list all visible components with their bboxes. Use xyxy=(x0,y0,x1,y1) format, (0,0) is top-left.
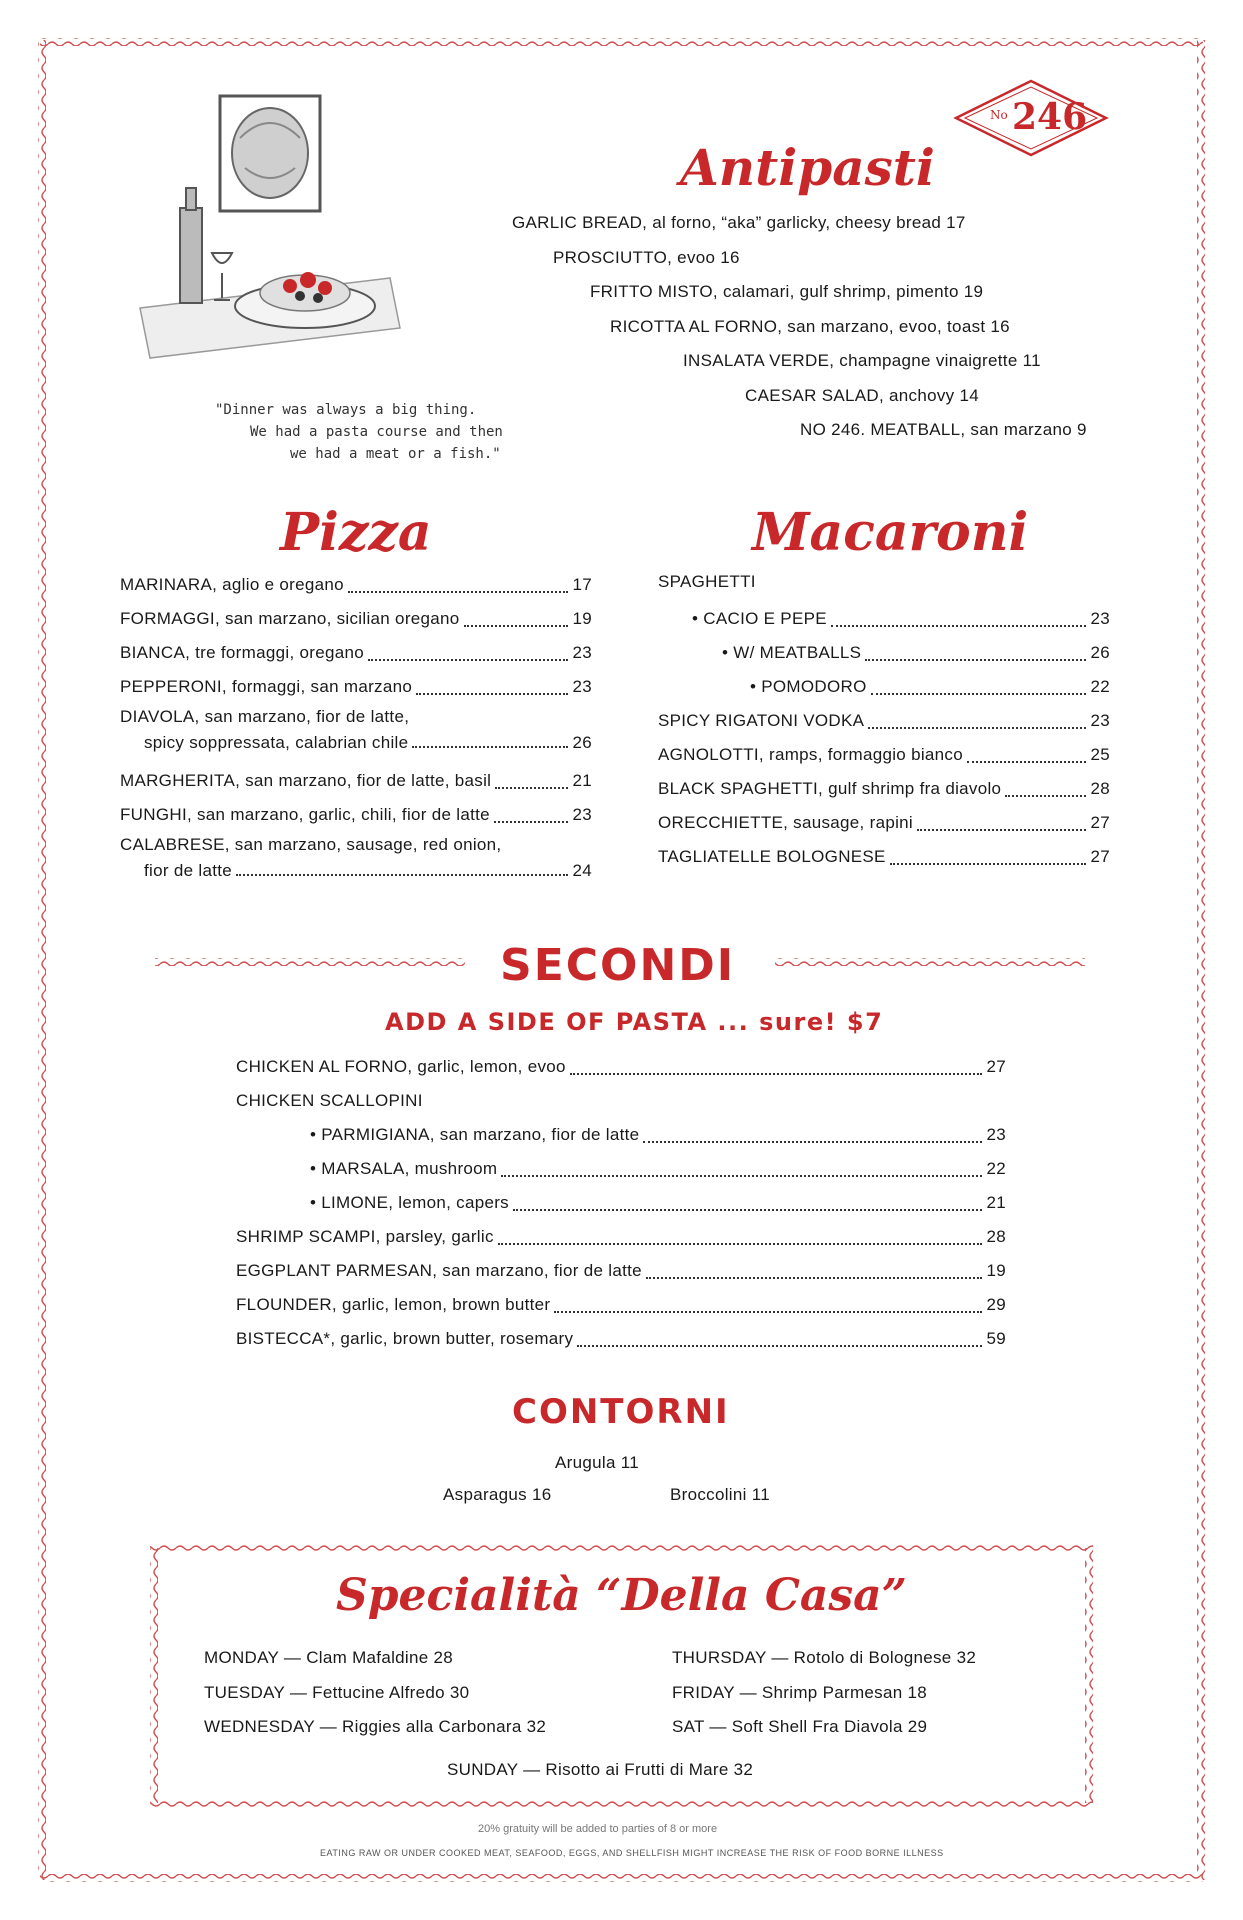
specialita-day: SAT — Soft Shell Fra Diavola 29 xyxy=(672,1717,928,1736)
menu-item-name: FLOUNDER, garlic, lemon, brown butter xyxy=(236,1295,551,1314)
menu-item-price: 59 xyxy=(986,1329,1006,1348)
menu-item-price: 23 xyxy=(986,1125,1006,1144)
dot-leader xyxy=(513,1209,983,1211)
dot-leader xyxy=(1005,795,1086,797)
dot-leader xyxy=(498,1243,983,1245)
menu-item-name: • MARSALA, mushroom xyxy=(310,1159,498,1178)
menu-item-name: EGGPLANT PARMESAN, san marzano, fior de latte xyxy=(236,1261,642,1280)
specialita-day: FRIDAY — Shrimp Parmesan 18 xyxy=(672,1682,927,1702)
menu-item-price: 21 xyxy=(986,1193,1006,1212)
menu-item xyxy=(236,1050,1006,1084)
specialita-sunday: SUNDAY — Risotto ai Frutti di Mare 32 xyxy=(447,1760,754,1779)
badge-prefix: No xyxy=(990,108,1008,122)
antipasti-item: PROSCIUTTO, evoo 16 xyxy=(553,247,740,267)
menu-item-price: 17 xyxy=(572,575,592,594)
menu-item-name: • W/ MEATBALLS xyxy=(722,643,862,662)
macaroni-spaghetti-heading: SPAGHETTI xyxy=(658,572,756,591)
menu-item-name: CHICKEN AL FORNO, garlic, lemon, evoo xyxy=(236,1057,566,1076)
menu-item xyxy=(120,670,592,704)
menu-item-name: MARINARA, aglio e oregano xyxy=(120,575,344,594)
dot-leader xyxy=(348,591,569,593)
macaroni-title: Macaroni xyxy=(752,502,1029,563)
menu-item xyxy=(236,1118,1006,1152)
dot-leader xyxy=(917,829,1087,831)
antipasti-item: INSALATA VERDE, champagne vinaigrette 11 xyxy=(683,351,1041,370)
food-safety-warning: EATING RAW OR UNDER COOKED MEAT, SEAFOOD, EGGS, AND SHELLFISH MIGHT INCREASE THE RISK OF FOOD BORNE ILLNESS xyxy=(320,1848,944,1858)
dot-leader xyxy=(236,874,568,876)
menu-item-name: FUNGHI, san marzano, garlic, chili, fior de latte xyxy=(120,805,490,824)
dot-leader xyxy=(570,1073,983,1075)
menu-item-name: CALABRESE, san marzano, sausage, red onion, xyxy=(120,835,502,854)
contorni-asparagus: Asparagus 16 xyxy=(443,1485,552,1504)
menu-item xyxy=(658,602,1110,636)
antipasti-item: FRITTO MISTO, calamari, gulf shrimp, pimento 19 xyxy=(590,282,984,301)
menu-item-name: SHRIMP SCAMPI, parsley, garlic xyxy=(236,1227,494,1246)
menu-item-name: BIANCA, tre formaggi, oregano xyxy=(120,643,364,662)
menu-item-price: 28 xyxy=(1090,779,1110,798)
menu-item xyxy=(658,636,1110,670)
dot-leader xyxy=(501,1175,982,1177)
dot-leader xyxy=(967,761,1087,763)
menu-item-price: 29 xyxy=(986,1295,1006,1314)
secondi-subtitle: ADD A SIDE OF PASTA ... sure! $7 xyxy=(385,1008,884,1036)
dot-leader xyxy=(495,787,568,789)
dot-leader xyxy=(464,625,569,627)
macaroni-list xyxy=(658,602,1110,874)
quote-line-2: We had a pasta course and then xyxy=(250,424,503,440)
specialita-title: Specialità “Della Casa” xyxy=(336,1570,907,1621)
dot-leader xyxy=(412,746,568,748)
no-246-badge xyxy=(952,78,1110,158)
pizza-title: Pizza xyxy=(280,502,432,563)
specialita-day: MONDAY — Clam Mafaldine 28 xyxy=(204,1648,454,1667)
dot-leader xyxy=(368,659,569,661)
menu-item-name: AGNOLOTTI, ramps, formaggio bianco xyxy=(658,745,963,764)
menu-item xyxy=(658,840,1110,874)
menu-item xyxy=(658,806,1110,840)
menu-item-price: 22 xyxy=(1090,677,1110,696)
dot-leader xyxy=(868,727,1086,729)
quote-line-1: "Dinner was always a big thing. xyxy=(215,402,477,418)
menu-item-name: FORMAGGI, san marzano, sicilian oregano xyxy=(120,609,460,628)
gratuity-note: 20% gratuity will be added to parties of 8 or more xyxy=(478,1823,718,1835)
menu-item-name: SPICY RIGATONI VODKA xyxy=(658,711,865,730)
menu-item xyxy=(236,1288,1006,1322)
menu-item-name: • LIMONE, lemon, capers xyxy=(310,1193,509,1212)
menu-item-name: TAGLIATELLE BOLOGNESE xyxy=(658,847,886,866)
menu-item xyxy=(236,1084,1006,1118)
menu-item-name: DIAVOLA, san marzano, fior de latte, xyxy=(120,707,410,726)
menu-item xyxy=(658,772,1110,806)
dot-leader xyxy=(643,1141,982,1143)
menu-item-name: • CACIO E PEPE xyxy=(692,609,827,628)
badge-number: 246 xyxy=(1012,96,1088,138)
menu-item-price: 28 xyxy=(986,1227,1006,1246)
menu-item-price: 25 xyxy=(1090,745,1110,764)
contorni-arugula: Arugula 11 xyxy=(555,1453,639,1472)
specialita-day: WEDNESDAY — Riggies alla Carbonara 32 xyxy=(204,1717,547,1736)
menu-item xyxy=(658,704,1110,738)
antipasti-item: CAESAR SALAD, anchovy 14 xyxy=(745,385,979,405)
menu-item-name: BISTECCA*, garlic, brown butter, rosemary xyxy=(236,1329,574,1348)
menu-item-price: 23 xyxy=(572,677,592,696)
menu-item-price: 27 xyxy=(986,1057,1006,1076)
menu-item-name: MARGHERITA, san marzano, fior de latte, basil xyxy=(120,771,492,790)
menu-item-price: 23 xyxy=(572,805,592,824)
menu-item-price: 24 xyxy=(572,861,592,880)
menu-item-price: 23 xyxy=(1090,609,1110,628)
dot-leader xyxy=(554,1311,982,1313)
menu-item-price: 23 xyxy=(572,643,592,662)
menu-item-price: 19 xyxy=(572,609,592,628)
menu-item-price: 23 xyxy=(1090,711,1110,730)
menu-item-name: CHICKEN SCALLOPINI xyxy=(236,1091,423,1110)
menu-item-name: • PARMIGIANA, san marzano, fior de latte xyxy=(310,1125,640,1144)
menu-item-name: PEPPERONI, formaggi, san marzano xyxy=(120,677,413,696)
quote-line-3: we had a meat or a fish." xyxy=(290,446,501,462)
antipasti-item: RICOTTA AL FORNO, san marzano, evoo, toast 16 xyxy=(610,316,1010,336)
menu-item-price: 27 xyxy=(1090,813,1110,832)
menu-item xyxy=(236,1322,1006,1356)
menu-item-price: 26 xyxy=(1090,643,1110,662)
dot-leader xyxy=(871,693,1087,695)
pasta-dinner-illustration xyxy=(130,88,410,368)
dot-leader xyxy=(865,659,1086,661)
menu-item xyxy=(120,798,592,832)
secondi-title: SECONDI xyxy=(500,940,736,991)
dot-leader xyxy=(890,863,1087,865)
antipasti-item: NO 246. MEATBALL, san marzano 9 xyxy=(800,420,1087,439)
menu-item-price: 19 xyxy=(986,1261,1006,1280)
secondi-list xyxy=(236,1050,1006,1356)
dot-leader xyxy=(831,625,1087,627)
menu-item-name-continued: spicy soppressata, calabrian chile xyxy=(144,733,409,752)
menu-item-price: 26 xyxy=(572,733,592,752)
menu-item xyxy=(236,1186,1006,1220)
specialita-day: THURSDAY — Rotolo di Bolognese 32 xyxy=(672,1648,977,1667)
menu-item xyxy=(236,1152,1006,1186)
menu-item xyxy=(236,1254,1006,1288)
menu-item xyxy=(120,832,592,892)
menu-item-name-continued: fior de latte xyxy=(144,861,233,880)
menu-item xyxy=(236,1220,1006,1254)
menu-item-price: 27 xyxy=(1090,847,1110,866)
menu-item-price: 22 xyxy=(986,1159,1006,1178)
dot-leader xyxy=(416,693,568,695)
menu-item xyxy=(120,568,592,602)
menu-item xyxy=(658,738,1110,772)
menu-item xyxy=(120,636,592,670)
menu-item xyxy=(120,704,592,764)
menu-item xyxy=(658,670,1110,704)
menu-item-name: BLACK SPAGHETTI, gulf shrimp fra diavolo xyxy=(658,779,1002,798)
contorni-broccolini: Broccolini 11 xyxy=(670,1485,770,1504)
menu-item xyxy=(120,602,592,636)
antipasti-title: Antipasti xyxy=(680,138,935,197)
dot-leader xyxy=(577,1345,982,1347)
menu-item-price: 21 xyxy=(572,771,592,790)
contorni-title: CONTORNI xyxy=(512,1392,730,1432)
dot-leader xyxy=(646,1277,983,1279)
antipasti-item: GARLIC BREAD, al forno, “aka” garlicky, cheesy bread 17 xyxy=(512,213,966,232)
dot-leader xyxy=(494,821,569,823)
specialita-day: TUESDAY — Fettucine Alfredo 30 xyxy=(204,1682,470,1702)
menu-item-name: ORECCHIETTE, sausage, rapini xyxy=(658,813,913,832)
menu-item-name: • POMODORO xyxy=(750,677,867,696)
menu-item xyxy=(120,764,592,798)
pizza-list xyxy=(120,568,592,892)
